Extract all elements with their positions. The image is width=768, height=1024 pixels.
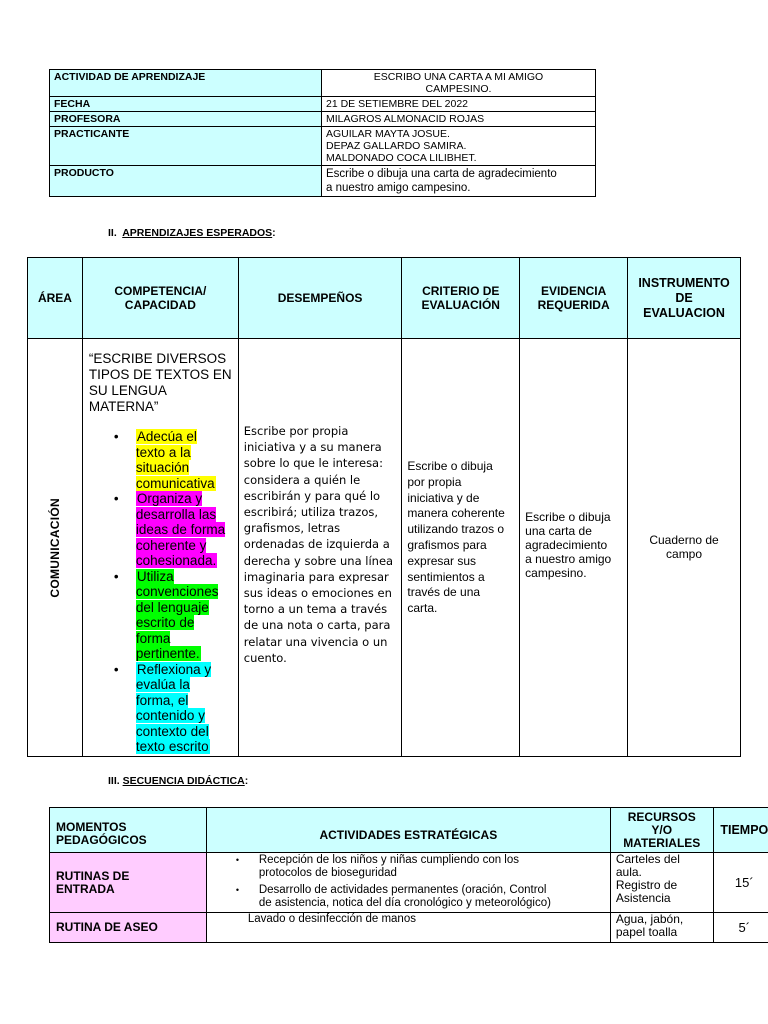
capacidad-line: contenido y bbox=[135, 708, 205, 723]
text-line: de una nota o carta, para bbox=[243, 618, 391, 633]
activity-info-table bbox=[49, 69, 596, 197]
text-line: cuento. bbox=[243, 650, 287, 665]
recursos-rutinas-entrada bbox=[610, 853, 713, 913]
text-line: una carta de bbox=[525, 524, 592, 538]
activity-item bbox=[207, 854, 610, 880]
capacidad-item bbox=[83, 569, 238, 662]
header-desempenos: DESEMPEÑOS bbox=[238, 258, 402, 339]
value-fecha: 21 DE SETIEMBRE DEL 2022 bbox=[322, 97, 596, 112]
text-line: campesino. bbox=[525, 566, 587, 580]
section-suffix: : bbox=[244, 775, 249, 787]
capacidades-list bbox=[83, 429, 238, 755]
capacidad-item bbox=[83, 491, 238, 569]
capacidad-line: coherente y bbox=[135, 537, 207, 553]
section-title-text: SECUENCIA DIDÁCTICA bbox=[122, 775, 245, 787]
text-line: ordenadas de izquierda a bbox=[243, 537, 390, 552]
capacidad-highlight bbox=[136, 569, 219, 662]
recurso-line: papel toalla bbox=[615, 925, 678, 939]
value-line: DEPAZ GALLARDO SAMIRA. bbox=[326, 140, 467, 152]
capacidad-line: Reflexiona y bbox=[136, 661, 212, 677]
capacidad-line: escrito de bbox=[135, 615, 195, 630]
bullet: • bbox=[235, 885, 239, 895]
bullet: • bbox=[235, 855, 239, 865]
momento-rutina-aseo: RUTINA DE ASEO bbox=[50, 913, 207, 943]
value-line: AGUILAR MAYTA JOSUE. bbox=[326, 128, 450, 140]
text-line: través de una bbox=[407, 585, 481, 600]
capacidad-item bbox=[83, 662, 238, 755]
text-line: Escribe o dibuja bbox=[525, 510, 611, 524]
instrumento-cell bbox=[628, 339, 741, 757]
capacidad-line: ideas de forma bbox=[135, 522, 226, 537]
text-line: expresar sus bbox=[407, 553, 477, 568]
text-line: considera a quién le bbox=[243, 472, 361, 487]
header-line: DE bbox=[675, 290, 693, 305]
recurso-line: aula. bbox=[615, 865, 642, 879]
text-line: sobre lo que le interesa: bbox=[243, 456, 383, 471]
capacidad-line: forma bbox=[135, 630, 171, 646]
header-evidencia bbox=[520, 258, 628, 339]
header-line: EVIDENCIA bbox=[540, 284, 607, 298]
text-line: iniciativa y de bbox=[407, 490, 480, 505]
capacidad-line: texto a la bbox=[135, 444, 191, 460]
recurso-line: Agua, jabón, bbox=[615, 912, 684, 926]
header-recursos bbox=[610, 808, 713, 853]
text-line: por propia bbox=[407, 474, 462, 489]
bullet: • bbox=[113, 661, 119, 677]
activity-line: Recepción de los niños y niñas cumpliendo con los bbox=[258, 854, 520, 866]
sequence-table bbox=[49, 807, 768, 943]
text-line: manera coherente bbox=[407, 506, 505, 521]
header-line: CRITERIO DE bbox=[422, 284, 500, 298]
capacidad-highlight bbox=[136, 491, 225, 568]
text-line: derecha y sobre una línea bbox=[243, 553, 394, 568]
desempenos-cell bbox=[238, 339, 402, 757]
label-actividad: ACTIVIDAD DE APRENDIZAJE bbox=[50, 70, 322, 97]
header-line: MOMENTOS bbox=[56, 820, 127, 834]
section-number: III. bbox=[108, 775, 120, 787]
capacidad-line: comunicativa bbox=[135, 475, 215, 491]
recurso-line: Carteles del bbox=[615, 852, 680, 866]
section-suffix: : bbox=[272, 227, 276, 239]
criterio-cell bbox=[402, 339, 520, 757]
desempeno-text bbox=[244, 423, 397, 666]
momento-line: ENTRADA bbox=[56, 881, 115, 896]
value-profesora: MILAGROS ALMONACID ROJAS bbox=[322, 112, 596, 127]
capacidad-line: forma, el bbox=[135, 692, 189, 708]
header-line: MATERIALES bbox=[623, 835, 701, 850]
header-line: PEDAGÓGICOS bbox=[56, 833, 147, 847]
instrumento-line: Cuaderno de bbox=[649, 533, 719, 547]
section-iii-title bbox=[108, 775, 248, 787]
text-line: Escribe o dibuja bbox=[407, 459, 493, 473]
activity-line: Desarrollo de actividades permanentes (oración, Control bbox=[258, 884, 547, 896]
header-line: Y/O bbox=[651, 822, 673, 837]
header-line: RECURSOS bbox=[627, 809, 696, 824]
capacidad-line: convenciones bbox=[135, 584, 219, 599]
instrumento-text bbox=[628, 533, 740, 561]
label-practicante: PRACTICANTE bbox=[50, 127, 322, 166]
text-line: grafismos, letras bbox=[243, 521, 341, 536]
activity-item bbox=[207, 884, 610, 910]
evidencia-cell bbox=[520, 339, 628, 757]
header-line: CAPACIDAD bbox=[124, 298, 196, 312]
recursos-rutina-aseo bbox=[610, 913, 713, 943]
tiempo-rutinas-entrada: 15´ bbox=[713, 853, 768, 913]
header-line: EVALUACIÓN bbox=[421, 298, 500, 312]
text-line: escribirá; utiliza trazos, bbox=[243, 505, 379, 520]
header-criterio bbox=[402, 258, 520, 339]
learning-table bbox=[27, 257, 741, 757]
value-producto bbox=[322, 166, 596, 197]
competencia-title: “ESCRIBE DIVERSOS TIPOS DE TEXTOS EN SU LENGUA MATERNA” bbox=[88, 351, 232, 414]
label-fecha: FECHA bbox=[50, 97, 322, 112]
tiempo-rutina-aseo: 5´ bbox=[713, 913, 768, 943]
header-line: INSTRUMENTO bbox=[638, 275, 730, 290]
capacidad-line: cohesionada. bbox=[135, 553, 217, 568]
bullet: • bbox=[113, 568, 119, 584]
header-momentos bbox=[50, 808, 207, 853]
capacidad-line: desarrolla las bbox=[135, 506, 217, 522]
capacidad-line: Organiza y bbox=[136, 491, 203, 506]
competencia-cell bbox=[82, 339, 238, 757]
recurso-line: Asistencia bbox=[615, 891, 671, 905]
bullet: • bbox=[113, 491, 119, 506]
header-tiempo: TIEMPO bbox=[713, 808, 768, 853]
text-line: sus ideas o emociones en bbox=[243, 586, 392, 601]
text-line: torno a un tema a través bbox=[243, 602, 388, 617]
instrumento-line: campo bbox=[666, 547, 703, 561]
section-title-text: APRENDIZAJES ESPERADOS bbox=[122, 227, 273, 239]
text-line: grafismos para bbox=[407, 537, 487, 552]
area-label: COMUNICACIÓN bbox=[47, 497, 62, 598]
text-line: sentimientos a bbox=[407, 569, 485, 584]
header-instrumento bbox=[628, 258, 741, 339]
header-line: REQUERIDA bbox=[537, 298, 610, 312]
text-line: a nuestro amigo bbox=[525, 552, 612, 566]
value-line: MALDONADO COCA LILIBHET. bbox=[326, 152, 477, 164]
label-profesora: PROFESORA bbox=[50, 112, 322, 127]
header-line: EVALUACION bbox=[643, 305, 725, 320]
text-line: carta. bbox=[407, 601, 438, 616]
capacidad-line: evalúa la bbox=[135, 677, 190, 692]
value-practicante bbox=[322, 127, 596, 166]
capacidad-line: texto escrito bbox=[135, 739, 209, 754]
value-line: ESCRIBO UNA CARTA A MI AMIGO bbox=[373, 71, 544, 83]
momento-rutinas-entrada bbox=[50, 853, 207, 913]
text-line: relatar una vivencia o un bbox=[243, 634, 388, 649]
section-ii-title bbox=[108, 227, 276, 239]
activity-line: protocolos de bioseguridad bbox=[258, 867, 397, 879]
capacidad-item bbox=[83, 429, 238, 491]
capacidad-line: del lenguaje bbox=[135, 599, 209, 615]
value-line: a nuestro amigo campesino. bbox=[326, 182, 471, 194]
section-number: II. bbox=[108, 227, 117, 239]
criterio-text bbox=[407, 459, 514, 617]
header-actividades: ACTIVIDADES ESTRATÉGICAS bbox=[206, 808, 610, 853]
activities-rutinas-entrada bbox=[206, 853, 610, 913]
header-competencia bbox=[82, 258, 238, 339]
capacidad-line: Utiliza bbox=[136, 568, 174, 584]
capacidad-line: situación bbox=[135, 460, 190, 475]
text-line: agradecimiento bbox=[525, 538, 608, 552]
value-line: Escribe o dibuja una carta de agradecimiento bbox=[326, 168, 557, 180]
area-cell bbox=[28, 339, 83, 757]
momento-line: RUTINAS DE bbox=[56, 868, 130, 883]
text-line: Escribe por propia bbox=[243, 424, 349, 438]
text-line: utilizando trazos o bbox=[407, 522, 505, 537]
evidencia-text bbox=[525, 510, 622, 580]
capacidad-line: pertinente. bbox=[135, 646, 200, 661]
recurso-line: Registro de bbox=[615, 878, 678, 892]
activities-rutina-aseo: Lavado o desinfección de manos bbox=[206, 913, 610, 943]
text-line: escribirán y para qué lo bbox=[243, 488, 381, 503]
capacidad-line: Adecúa el bbox=[136, 429, 197, 444]
bullet: • bbox=[113, 429, 119, 444]
capacidad-line: contexto del bbox=[135, 723, 209, 739]
capacidad-highlight bbox=[136, 662, 211, 755]
text-line: iniciativa y a su manera bbox=[243, 440, 382, 455]
header-area: ÁREA bbox=[28, 258, 83, 339]
value-actividad bbox=[322, 70, 596, 97]
value-line: CAMPESINO. bbox=[425, 83, 492, 95]
text-line: imaginaria para expresar bbox=[243, 569, 389, 584]
label-producto: PRODUCTO bbox=[50, 166, 322, 197]
header-line: COMPETENCIA/ bbox=[114, 284, 207, 298]
capacidad-highlight bbox=[136, 429, 216, 491]
activity-line: de asistencia, notica del día cronológico y meteorológico) bbox=[258, 897, 551, 909]
